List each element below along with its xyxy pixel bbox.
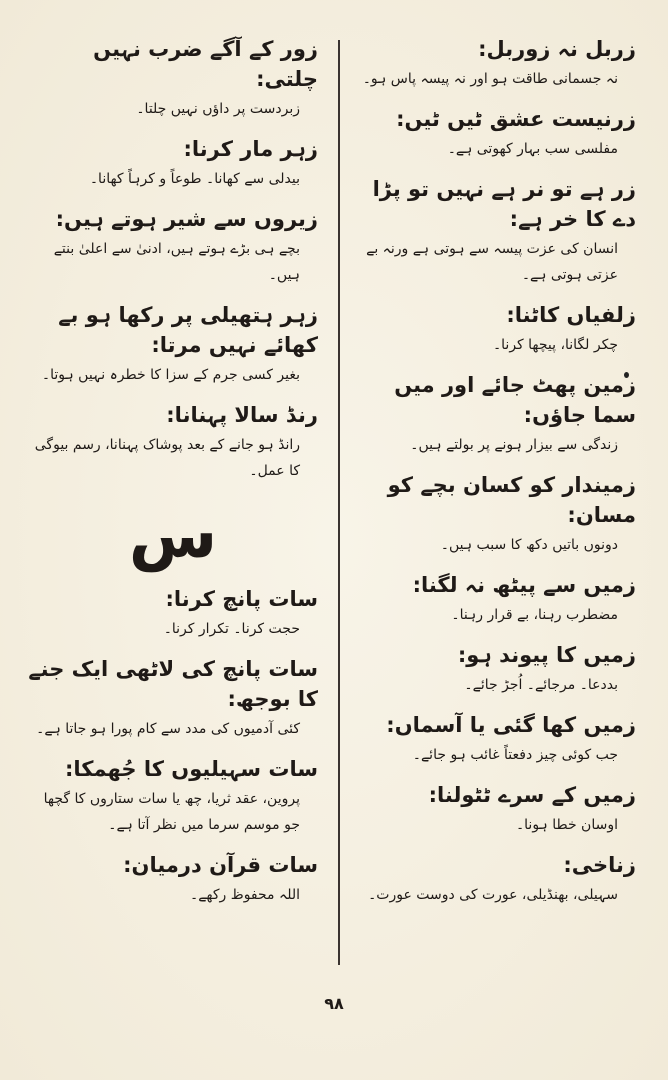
- entry-definition: بچے ہی بڑے ہوتے ہیں، ادنیٰ سے اعلیٰ بنتے ہیں۔: [53, 241, 300, 283]
- entry: [346, 640, 636, 698]
- entry-definition: مضطرب رہنا، بے قرار رہنا۔: [451, 607, 618, 623]
- entry-headword: زرنیست عشق ٹیں ٹیں:: [396, 107, 636, 131]
- entry-definition: اللہ محفوظ رکھے۔: [190, 887, 300, 903]
- entry-definition: دونوں باتیں دکھ کا سبب ہیں۔: [440, 537, 618, 553]
- entry-headword: سات پانچ کرنا:: [165, 587, 318, 611]
- entry: [346, 470, 636, 558]
- entry-headword: زربل نہ زوربل:: [478, 37, 636, 61]
- entry: [346, 370, 636, 458]
- entry-definition: رانڈ ہو جانے کے بعد پوشاک پہنانا، رسم بیوگی کا عمل۔: [34, 437, 300, 479]
- entry-definition: چکر لگانا، پیچھا کرنا۔: [492, 337, 618, 353]
- entry-definition: بغیر کسی جرم کے سزا کا خطرہ نہیں ہوتا۔: [41, 367, 300, 383]
- entry: [346, 780, 636, 838]
- entry: [28, 584, 318, 642]
- entry: [28, 400, 318, 484]
- page-number: ۹۸: [324, 994, 344, 1013]
- entry-definition: سہیلی، بھنڈیلی، عورت کی دوست عورت۔: [368, 887, 618, 903]
- entry: [346, 850, 636, 908]
- entry-definition: کئی آدمیوں کی مدد سے کام پورا ہو جاتا ہے۔: [36, 721, 300, 737]
- entry-definition: مفلسی سب بہار کھوتی ہے۔: [447, 141, 618, 157]
- entry-headword: زناخی:: [563, 853, 636, 877]
- entry-headword: زلفیاں کاٹنا:: [506, 303, 636, 327]
- entry-headword: زمیندار کو کسان بچے کو مسان:: [387, 473, 636, 527]
- entry-definition: زندگی سے بیزار ہونے پر بولتے ہیں۔: [410, 437, 618, 453]
- entry-definition: بددعا۔ مرجائے۔ اُجڑ جائے۔: [464, 677, 618, 693]
- entry-headword: زمین پھٹ جائے اور میں سما جاؤں:: [394, 373, 636, 427]
- entry: [28, 300, 318, 388]
- entry: [346, 710, 636, 768]
- entry-headword: سات پانچ کی لاٹھی ایک جنے کا بوجھ:: [28, 657, 318, 711]
- entry-headword: زر ہے تو نر ہے نہیں تو پڑا دے کا خر ہے:: [372, 177, 636, 231]
- entry-definition: جب کوئی چیز دفعتاً غائب ہو جائے۔: [412, 747, 618, 763]
- entry-definition: انسان کی عزت پیسہ سے ہوتی ہے ورنہ بے عزتی ہوتی ہے۔: [366, 241, 618, 283]
- entry-definition: حجت کرنا۔ تکرار کرنا۔: [163, 621, 300, 637]
- entry-headword: سات قرآن درمیان:: [123, 853, 318, 877]
- entry-headword: زمیں کے سرے ٹٹولنا:: [428, 783, 636, 807]
- entry: [28, 850, 318, 908]
- entry-headword: زمیں کھا گئی یا آسماں:: [386, 713, 636, 737]
- entry-headword: زیروں سے شیر ہوتے ہیں:: [55, 207, 318, 231]
- entry: [28, 134, 318, 192]
- entry-headword: زمیں کا پیوند ہو:: [457, 643, 636, 667]
- entry: [28, 754, 318, 838]
- entry-headword: زہر ہتھیلی پر رکھا ہو بے کھائے نہیں مرتا:: [58, 303, 318, 357]
- entry: [346, 104, 636, 162]
- entry: [28, 34, 318, 122]
- section-letter: س: [128, 499, 218, 573]
- entry: [346, 174, 636, 288]
- entry-definition: اوسان خطا ہونا۔: [515, 817, 618, 833]
- entry-definition: بیدلی سے کھانا۔ طوعاً و کرہاً کھانا۔: [89, 171, 300, 187]
- column-divider: [338, 40, 340, 965]
- entry-headword: زمیں سے پیٹھ نہ لگنا:: [412, 573, 636, 597]
- entry-definition: نہ جسمانی طاقت ہو اور نہ پیسہ پاس ہو۔: [362, 71, 618, 87]
- right-column: [346, 34, 636, 920]
- entry: [346, 34, 636, 92]
- entry-headword: سات سہیلیوں کا جُھمکا:: [64, 757, 318, 781]
- entry-definition: پروین، عقد ثریا، چھ یا سات ستاروں کا گچھا جو موسم سرما میں نظر آتا ہے۔: [43, 791, 300, 833]
- entry: [346, 300, 636, 358]
- entry: [346, 570, 636, 628]
- entry-headword: زور کے آگے ضرب نہیں چلتی:: [93, 37, 318, 91]
- entry: [28, 654, 318, 742]
- entry-headword: رنڈ سالا پہنانا:: [166, 403, 318, 427]
- entry-headword: زہر مار کرنا:: [183, 137, 318, 161]
- left-column: [28, 34, 318, 920]
- entry: [28, 204, 318, 288]
- entry-definition: زبردست پر داؤں نہیں چلتا۔: [136, 101, 300, 117]
